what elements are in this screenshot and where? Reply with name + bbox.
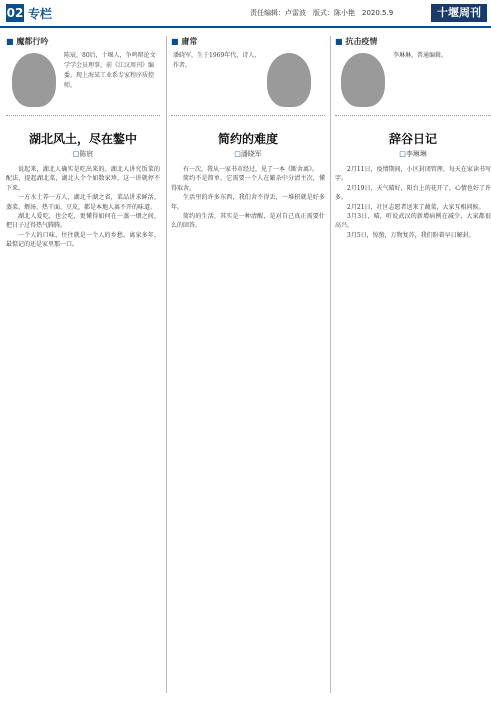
editor-meta: 责任编辑：卢雷波 版式：陈小艳 2020.5.9 [250,9,394,17]
paragraph: 一个人的口味，往往就是一个人的乡愁。离家多年，最惦记的还是家里那一口。 [6,231,160,249]
page-number: 02 [6,6,24,20]
article-title: 简约的难度 [217,132,278,146]
byline: □陈宸 [72,150,94,158]
author-profile [6,51,160,116]
avatar [12,53,56,107]
column-3 [330,36,491,693]
square-icon: ■ [171,37,179,46]
author-bio: 李琳琳，普通编辑。 [393,52,448,59]
author-bio: 陈宸，80后，十堰人，争鸣辩论文学学会员理事，前《江汉周刊》编委。现上海某工业系专家程序质控师。 [64,52,156,89]
paragraph: 生活里的许多东西，我们舍不得丢，一堆积就是好多年。 [171,194,325,211]
column-2 [166,36,325,693]
header-rule [0,26,491,28]
paragraph: 3月5日，惊蛰，万物复苏，我们盼着早日解封。 [347,231,475,239]
square-icon: ■ [335,37,343,46]
article-body [335,165,491,240]
newspaper-brand: 十堰周刊 [431,4,487,22]
paragraph: 简约不是简单，它需要一个人在繁杂中分清主次，懂得取舍。 [171,175,325,192]
article-title: 湖北风土，尽在鏊中 [28,132,137,146]
paragraph: 湖北人爱吃，也会吃，更懂得如何在一蒸一煨之间，把日子过得热气腾腾。 [6,213,160,230]
paragraph: 一方水土养一方人，湖北千湖之省，菜品讲求鲜活，蒸菜、煨汤、热干面、豆皮，都是本地人离不开的味道。 [6,194,160,211]
section-label: 专栏 [28,7,53,21]
paragraph: 2月11日，疫情期间，小区封闭管理，每天在家读书写字。 [335,166,491,183]
page-header [0,0,491,28]
column-tag: ■ 魔都行吟 [6,37,49,46]
paragraph: 有一次，我从一家书市经过，见了一本《断舍离》。 [183,166,319,173]
column-tag: ■ 庸常 [171,37,198,46]
avatar [341,53,385,107]
author-profile [171,51,325,116]
byline: □潘晓军 [234,150,262,158]
avatar [267,53,311,107]
column-1 [6,36,160,693]
paragraph: 2月19日，天气晴好，阳台上的花开了，心情也好了许多。 [335,184,491,202]
column-tag: ■ 抗击疫情 [335,37,378,46]
author-bio: 潘晓军，生于1969年代，诗人，作者。 [173,52,261,69]
paragraph: 2月21日，社区志愿者送来了蔬菜，大家互相问候。 [347,203,485,211]
square-icon: ■ [6,37,14,46]
article-body [171,165,325,231]
paragraph: 说起来，湖北人确实是吃出来的。湖北人讲究饭菜的配法，提起湖北菜，湖北人个个如数家珍，这一讲就停不下来。 [6,166,160,192]
author-profile [335,51,491,116]
paragraph: 3月3日，晴，听说武汉的新增病例在减少，大家都很高兴。 [335,213,491,230]
article-body [6,165,160,250]
paragraph: 简约的生活，其实是一种清醒，是对自己真正需要什么的回答。 [171,213,325,230]
article-title: 辞谷日记 [388,132,437,146]
byline: □李琳琳 [399,150,427,158]
